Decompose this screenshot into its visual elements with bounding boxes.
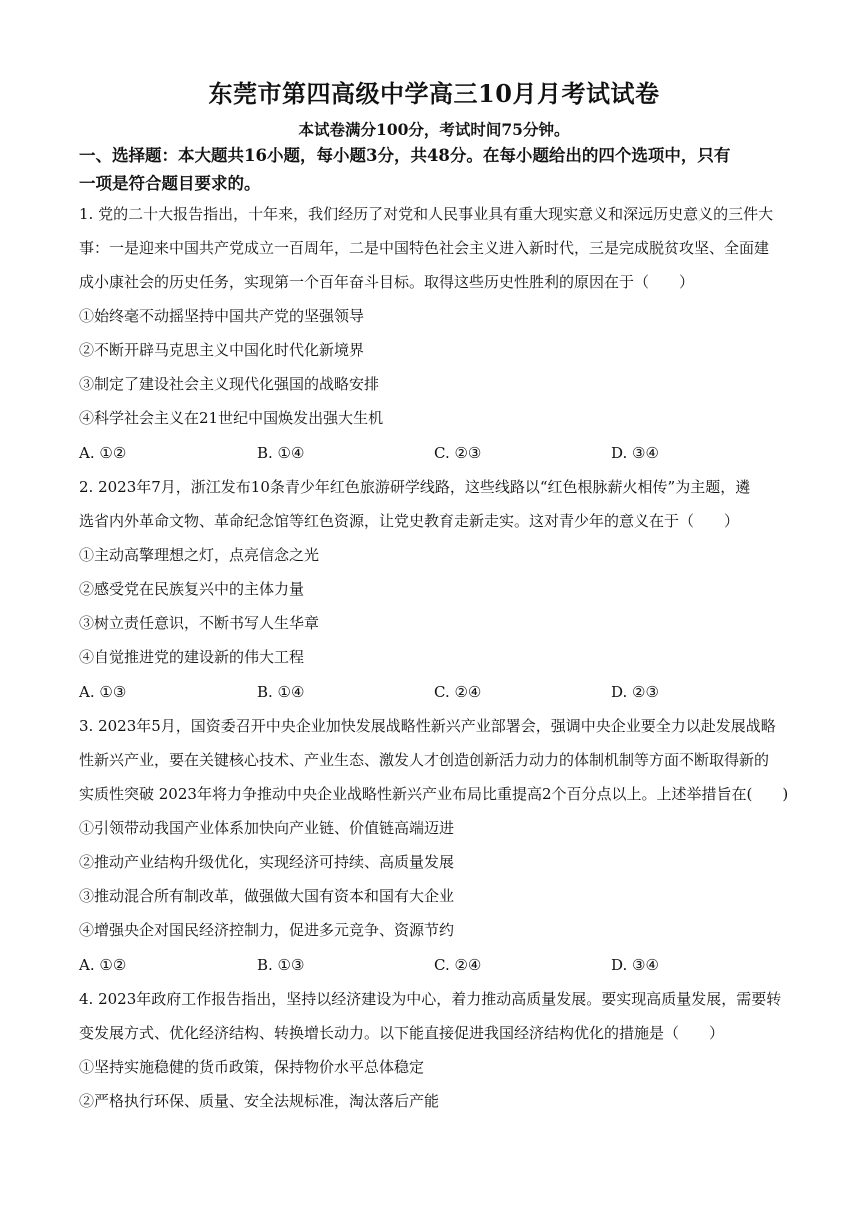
q2-item-1: ①主动高擎理想之灯，点亮信念之光: [79, 546, 320, 564]
q1-item-1: ①始终毫不动摇坚持中国共产党的坚强领导: [79, 307, 365, 325]
q4-item-1: ①坚持实施稳健的货币政策，保持物价水平总体稳定: [79, 1058, 425, 1076]
q2-option-b: B. ①④: [257, 683, 305, 701]
q3-option-a: A. ①②: [79, 956, 127, 974]
q3-option-d: D. ③④: [611, 956, 659, 974]
q1-item-3: ③制定了建设社会主义现代化强国的战略安排: [79, 375, 380, 393]
q4-stem-line-1: 4. 2023年政府工作报告指出，坚持以经济建设为中心，着力推动高质量发展。要实现高质量发展，需要转: [79, 990, 782, 1008]
q3-stem-line-1: 3. 2023年5月，国资委召开中央企业加快发展战略性新兴产业部署会，强调中央企业要全力以赴发展战略: [79, 717, 776, 735]
q1-item-4: ④科学社会主义在21世纪中国焕发出强大生机: [79, 409, 384, 427]
page-title: 东莞市第四高级中学高三10月月考试试卷: [208, 79, 660, 108]
q3-option-b: B. ①③: [257, 956, 305, 974]
q3-option-c: C. ②④: [434, 956, 482, 974]
q4-stem-line-2: 变发展方式、优化经济结构、转换增长动力。以下能直接促进我国经济结构优化的措施是（ ）: [79, 1024, 725, 1042]
q1-option-d: D. ③④: [611, 444, 659, 462]
q2-stem-line-1: 2. 2023年7月，浙江发布10条青少年红色旅游研学线路，这些线路以“红色根脉薪火相传”为主题，遴: [79, 478, 751, 496]
q2-stem-line-2: 选省内外革命文物、革命纪念馆等红色资源，让党史教育走新走实。这对青少年的意义在于（ ）: [79, 512, 740, 530]
section-heading-line-1: 一、选择题：本大题共16小题，每小题3分，共48分。在每小题给出的四个选项中，只有: [79, 146, 731, 165]
q2-item-3: ③树立责任意识，不断书写人生华章: [79, 614, 320, 632]
q1-stem-line-3: 成小康社会的历史任务，实现第一个百年奋斗目标。取得这些历史性胜利的原因在于（ ）: [79, 273, 695, 291]
q3-stem-line-3: 实质性突破 2023年将力争推动中央企业战略性新兴产业布局比重提高2个百分点以上。上述举措旨在( ): [79, 785, 789, 803]
page-subtitle: 本试卷满分100分，考试时间75分钟。: [298, 120, 570, 139]
q1-option-a: A. ①②: [79, 444, 127, 462]
q3-item-2: ②推动产业结构升级优化，实现经济可持续、高质量发展: [79, 853, 455, 871]
q3-item-3: ③推动混合所有制改革，做强做大国有资本和国有大企业: [79, 887, 455, 905]
q1-item-2: ②不断开辟马克思主义中国化时代化新境界: [79, 341, 365, 359]
q2-item-4: ④自觉推进党的建设新的伟大工程: [79, 648, 305, 666]
q4-item-2: ②严格执行环保、质量、安全法规标准，淘汰落后产能: [79, 1092, 440, 1110]
q2-option-a: A. ①③: [79, 683, 127, 701]
q3-stem-line-2: 性新兴产业，要在关键核心技术、产业生态、激发人才创造创新活力动力的体制机制等方面不断取得新的: [79, 751, 770, 769]
q1-stem-line-2: 事：一是迎来中国共产党成立一百周年，二是中国特色社会主义进入新时代，三是完成脱贫攻坚、全面建: [79, 239, 770, 257]
q1-stem-line-1: 1. 党的二十大报告指出，十年来，我们经历了对党和人民事业具有重大现实意义和深远历史意义的三件大: [79, 205, 774, 223]
q2-option-d: D. ②③: [611, 683, 659, 701]
q2-item-2: ②感受党在民族复兴中的主体力量: [79, 580, 305, 598]
q2-option-c: C. ②④: [434, 683, 482, 701]
section-heading-line-2: 一项是符合题目要求的。: [79, 174, 261, 193]
q1-option-b: B. ①④: [257, 444, 305, 462]
q3-item-1: ①引领带动我国产业体系加快向产业链、价值链高端迈进: [79, 819, 455, 837]
q1-option-c: C. ②③: [434, 444, 482, 462]
q3-item-4: ④增强央企对国民经济控制力，促进多元竞争、资源节约: [79, 921, 455, 939]
